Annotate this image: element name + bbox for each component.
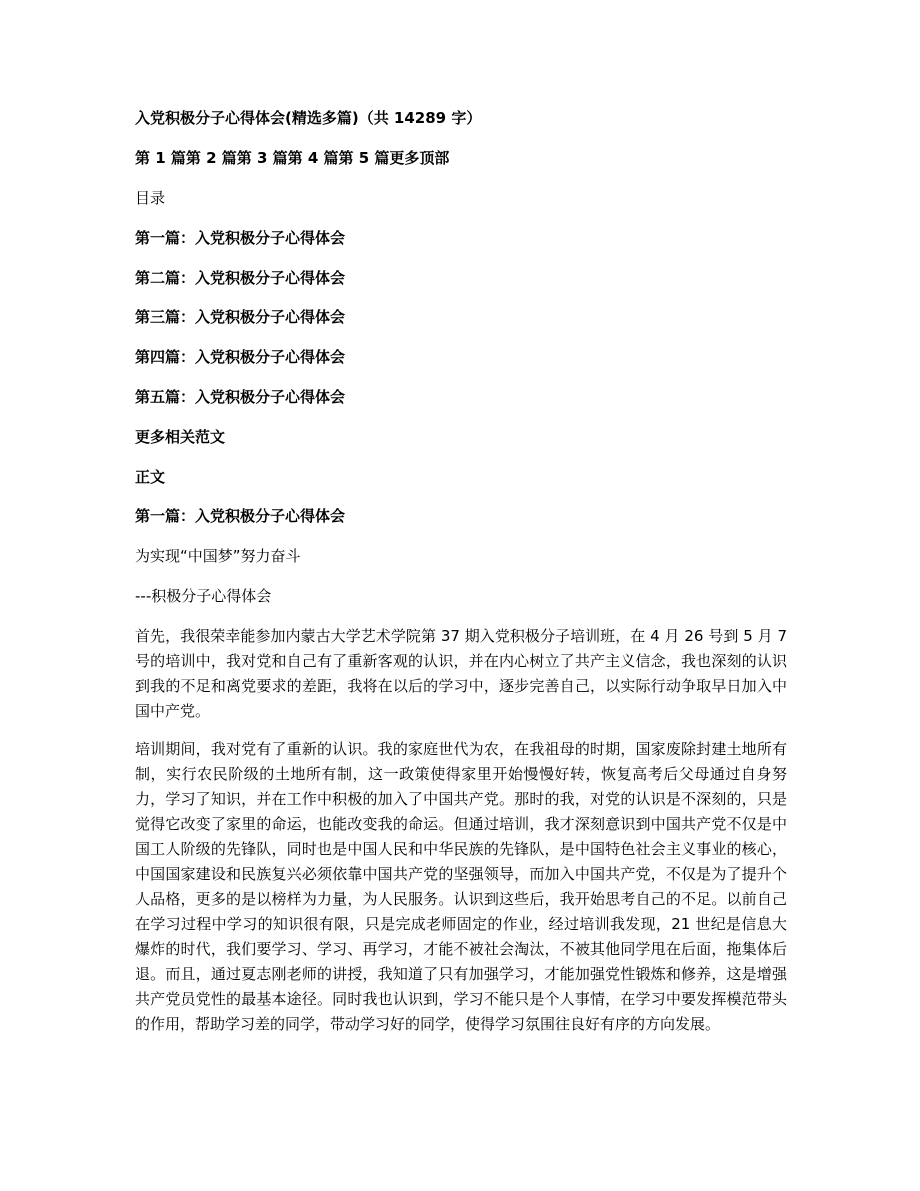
- paragraph-1: 首先，我很荣幸能参加内蒙古大学艺术学院第 37 期入党积极分子培训班，在 4 月 26 号到 5 月 7 号的培训中，我对党和自己有了重新客观的认识，并在内心树立了共产主义信念，我也深刻的认识到我的不足和离党要求的差距，我将在以后的学习中，逐步完善自己，以实际行动争取早日加入中国中产党。: [135, 627, 787, 720]
- body-heading: 正文: [135, 468, 166, 486]
- document-title: 入党积极分子心得体会(精选多篇)（共 14289 字）: [135, 109, 482, 127]
- article-title: 第一篇：入党积极分子心得体会: [135, 507, 346, 525]
- toc-heading: 目录: [135, 189, 166, 207]
- toc-item-5[interactable]: 第五篇：入党积极分子心得体会: [135, 388, 346, 406]
- article-subtitle: 为实现“中国梦”努力奋斗: [135, 547, 301, 565]
- section-nav[interactable]: 第 1 篇第 2 篇第 3 篇第 4 篇第 5 篇更多顶部: [135, 149, 450, 167]
- toc-item-4[interactable]: 第四篇：入党积极分子心得体会: [135, 348, 346, 366]
- article-byline: ---积极分子心得体会: [135, 587, 272, 605]
- toc-item-2[interactable]: 第二篇：入党积极分子心得体会: [135, 269, 346, 287]
- paragraph-2: 培训期间，我对党有了重新的认识。我的家庭世代为农，在我祖母的时期，国家废除封建土地所有制，实行农民阶级的土地所有制，这一政策使得家里开始慢慢好转，恢复高考后父母通过自身努力，学习了知识，并在工作中积极的加入了中国共产党。那时的我，对党的认识是不深刻的，只是觉得它改变了家里的命运，也能改变我的命运。但通过培训，我才深刻意识到中国共产党不仅是中国工人阶级的先锋队，同时也是中国人民和中华民族的先锋队，是中国特色社会主义事业的核心，中国国家建设和民族复兴必须依靠中国共产党的坚强领导，而加入中国共产党，不仅是为了提升个人品格，更多的是以榜样为力量，为人民服务。认识到这些后，我开始思考自己的不足。以前自己在学习过程中学习的知识很有限，只是完成老师固定的作业，经过培训我发现，21 世纪是信息大爆炸的时代，我们要学习、学习、再学习，才能不被社会淘汰，不被其他同学甩在后面，拖集体后退。而且，通过夏志刚老师的讲授，我知道了只有加强学习，才能加强党性锻炼和修养，这是增强共产党员党性的最基本途径。同时我也认识到，学习不能只是个人事情，在学习中要发挥模范带头的作用，帮助学习差的同学，带动学习好的同学，使得学习氛围往良好有序的方向发展。: [135, 740, 787, 1033]
- toc-item-1[interactable]: 第一篇：入党积极分子心得体会: [135, 229, 346, 247]
- more-related-link[interactable]: 更多相关范文: [135, 428, 226, 446]
- toc-item-3[interactable]: 第三篇：入党积极分子心得体会: [135, 308, 346, 326]
